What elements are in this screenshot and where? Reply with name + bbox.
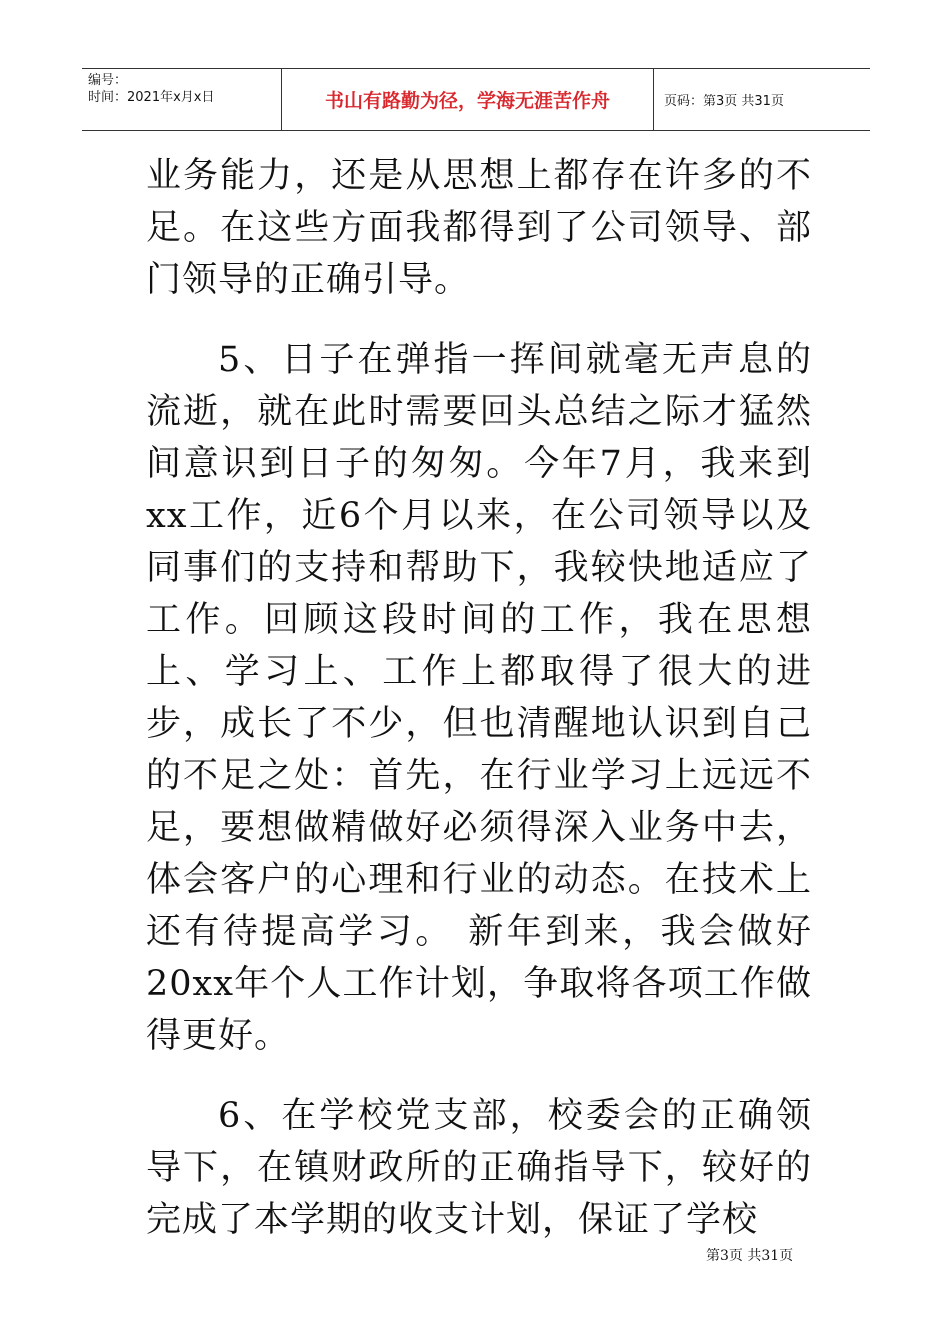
page-footer: 第3页 共31页 [706, 1248, 794, 1264]
header-meta [82, 69, 282, 130]
document-body [146, 150, 812, 1274]
paragraph-3: 6、在学校党支部，校委会的正确领导下，在镇财政所的正确指导下，较好的完成了本学期的收支计划，保证了学校 [146, 1096, 812, 1240]
document-time-label: 时间：2021年x月x日 [88, 90, 215, 105]
header-page-number: 页码：第3页 共31页 [664, 94, 784, 109]
page-header [82, 68, 870, 131]
header-motto: 书山有路勤为径，学海无涯苦作舟 [282, 69, 654, 130]
paragraph-1: 业务能力，还是从思想上都存在许多的不足。在这些方面我都得到了公司领导、部门领导的正确引导。 [146, 156, 812, 300]
paragraph-2: 5、日子在弹指一挥间就毫无声息的流逝，就在此时需要回头总结之际才猛然间意识到日子的匆匆。今年7月，我来到xx工作，近6个月以来，在公司领导以及同事们的支持和帮助下，我较快地适应了工作。回顾这段时间的工作，我在思想上、学习上、工作上都取得了很大的进步，成长了不少，但也清醒地认识到自己的不足之处：首先，在行业学习上远远不足，要想做精做好必须得深入业务中去，体会客户的心理和行业的动态。在技术上还有待提高学习。 新年到来，我会做好20xx年个人工作计划，争取将各项工作做得更好。 [146, 340, 812, 1056]
document-number-label: 编号： [88, 73, 128, 88]
